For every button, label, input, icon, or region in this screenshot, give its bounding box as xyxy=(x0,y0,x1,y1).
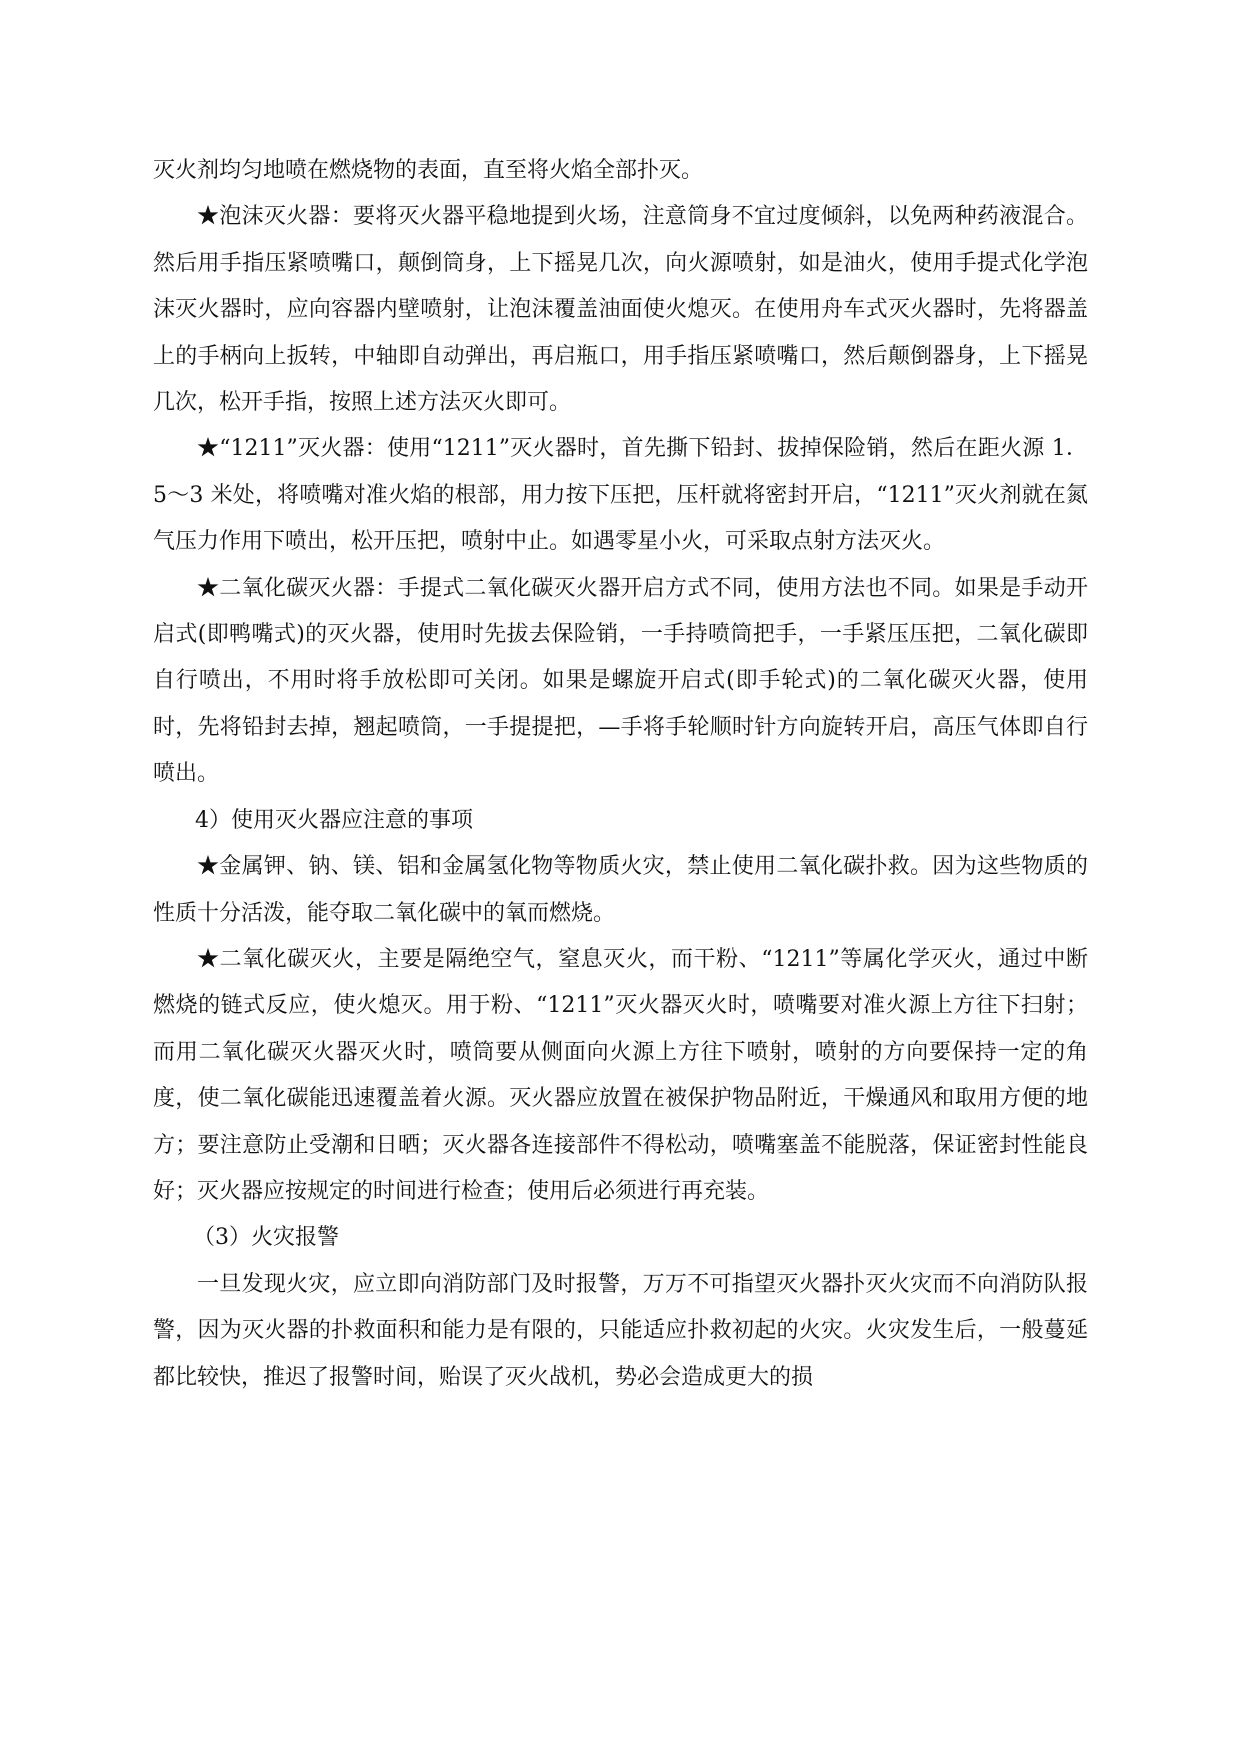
paragraph-metal-fire: ★金属钾、钠、镁、铝和金属氢化物等物质火灾，禁止使用二氧化碳扑救。因为这些物质的性质十分活泼，能夺取二氧化碳中的氧而燃烧。 xyxy=(153,854,1088,926)
document-page xyxy=(153,148,1088,1401)
paragraph-continuation: 灭火剂均匀地喷在燃烧物的表面，直至将火焰全部扑灭。 xyxy=(153,158,704,183)
section-heading-fire-alarm: （3）火灾报警 xyxy=(193,1225,339,1251)
paragraph-fire-alarm: 一旦发现火灾，应立即向消防部门及时报警，万万不可指望灭火器扑灭火灾而不向消防队报警，因为灭火器的扑救面积和能力是有限的，只能适应扑救初起的火灾。火灾发生后，一般蔓延都比较快，推迟了报警时间，贻误了灭火战机，势必会造成更大的损 xyxy=(153,1271,1088,1390)
paragraph-1211-extinguisher: ★“1211”灭火器：使用“1211”灭火器时，首先撕下铅封、拔掉保险销，然后在距火源 1．5～3 米处，将喷嘴对准火焰的根部，用力按下压把，压杆就将密封开启，“1211”灭火剂就在氮气压力作用下喷出，松开压把，喷射中止。如遇零星小火，可采取点射方法灭火。 xyxy=(153,436,1088,555)
paragraph-foam-extinguisher: ★泡沫灭火器：要将灭火器平稳地提到火场，注意筒身不宜过度倾斜，以免两种药液混合。然后用手指压紧喷嘴口，颠倒筒身，上下摇晃几次，向火源喷射，如是油火，使用手提式化学泡沫灭火器时，应向容器内壁喷射，让泡沫覆盖油面使火熄灭。在使用舟车式灭火器时，先将器盖上的手柄向上扳转，中轴即自动弹出，再启瓶口，用手指压紧喷嘴口，然后颠倒器身，上下摇晃几次，松开手指，按照上述方法灭火即可。 xyxy=(153,204,1088,416)
section-heading-precautions: 4）使用灭火器应注意的事项 xyxy=(195,807,473,833)
paragraph-co2-extinguishing: ★二氧化碳灭火，主要是隔绝空气，窒息灭火，而干粉、“1211”等属化学灭火，通过中断燃烧的链式反应，使火熄灭。用于粉、“1211”灭火器灭火时，喷嘴要对准火源上方往下扫射；而用二氧化碳灭火器灭火时，喷筒要从侧面向火源上方往下喷射，喷射的方向要保持一定的角度，使二氧化碳能迅速覆盖着火源。灭火器应放置在被保护物品附近，干燥通风和取用方便的地方；要注意防止受潮和日晒；灭火器各连接部件不得松动，喷嘴塞盖不能脱落，保证密封性能良好；灭火器应按规定的时间进行检查；使用后必须进行再充装。 xyxy=(153,946,1088,1204)
paragraph-co2-extinguisher: ★二氧化碳灭火器：手提式二氧化碳灭火器开启方式不同，使用方法也不同。如果是手动开启式(即鸭嘴式)的灭火器，使用时先拔去保险销，一手持喷筒把手，一手紧压压把，二氧化碳即自行喷出，不用时将手放松即可关闭。如果是螺旋开启式(即手轮式)的二氧化碳灭火器，使用时，先将铅封去掉，翘起喷筒，一手提提把，—手将手轮顺时针方向旋转开启，高压气体即自行喷出。 xyxy=(153,575,1088,787)
